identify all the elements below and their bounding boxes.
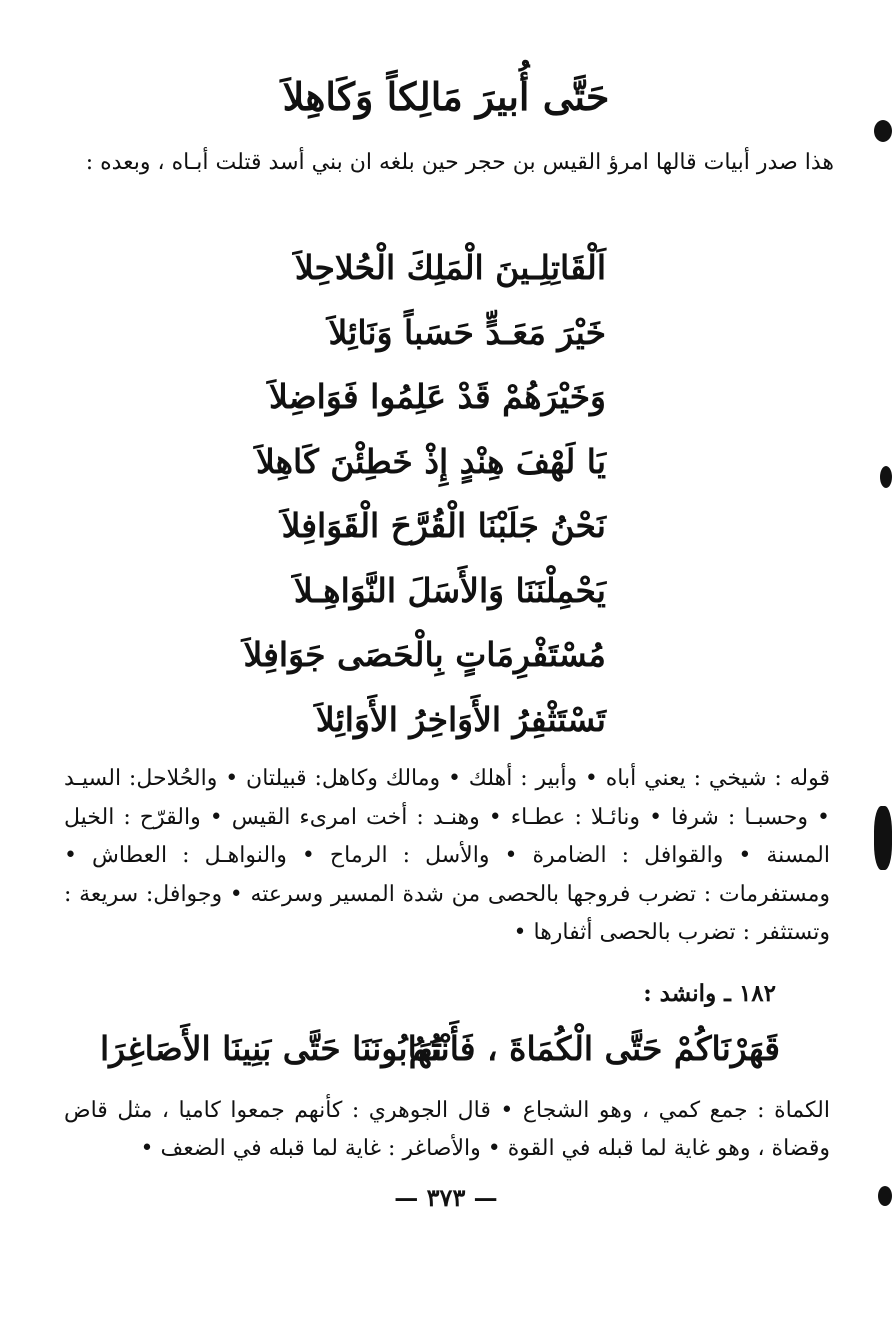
page-number: — ٣٧٣ — [394,1183,498,1212]
heading-verse: حَتَّى أُبيرَ مَالِكاً وَكَاهِلاَ [282,74,610,119]
footnote-paragraph: الكماة : جمع كمي ، وهو الشجاع • قال الجوهري : كأنهم جمعوا كاميا ، مثل قاض وقضاة ، وهو غاية لما قبله في القوة • والأصاغر : غاية لما قبله في الضعف • [64,1098,830,1161]
verse-line: خَيْرَ مَعَـدٍّ حَسَباً وَنَائِلاَ [328,312,606,352]
commentary-paragraph: قوله : شيخي : يعني أباه • وأبير : أهلك • ومالك وكاهل: قبيلتان • والحُلاحل: السيـد • وحسبـا : شرفا • ونائـلا : عطـاء • وهنـد : أخت امرىء القيس • والقرّح : الخيل المسنة • والقوافل : الضامرة • والأسل : الرماح • والنواهـل : العطاش • ومستفرمات : تضرب فروجها بالحصى من شدة المسير وسرعته • وجوافل: سريعة : وتستثفر : تضرب بالحصى أثفارها • [64,766,830,945]
verse-line: تَسْتَثْفِرُ الأَوَاخِرُ الأَوَائِلاَ [315,699,606,739]
verse-line: يَحْمِلْنَنَا وَالأَسَلَ النَّوَاهِـلاَ [293,570,606,610]
couplet [100,1016,780,1082]
verse-line: نَحْنُ جَلَبْنَا الْقُرَّحَ الْقَوَافِلاَ [281,506,606,545]
margin-ink-mark [880,466,892,488]
margin-ink-mark [874,806,892,870]
first-hemistich: قَهَرْنَاكُمْ حَتَّى الْكُمَاةَ ، فَأَنْتُمُ [408,1029,780,1068]
intro-paragraph: هذا صدر أبيات قالها امرؤ القيس بن حجر حين بلغه ان بني أسد قتلت أبـاه ، وبعده : [85,150,834,175]
second-hemistich: تَهَابُونَنَا حَتَّى بَنِينَا الأَصَاغِرَا [100,1029,443,1068]
section-heading: ١٨٢ ـ وانشد : [643,980,776,1007]
verse-line: وَخَيْرَهُمْ قَدْ عَلِمُوا فَوَاضِلاَ [268,377,606,416]
margin-ink-mark [874,120,892,142]
verse-line: مُسْتَفْرِمَاتٍ بِالْحَصَى جَوَافِلاَ [243,635,606,674]
verse-line: يَا لَهْفَ هِنْدٍ إِذْ خَطِئْنَ كَاهِلاَ [255,441,606,481]
poem-verses [243,236,606,752]
verse-line: اَلْقَاتِلِـينَ الْمَلِكَ الْحُلاحِلاَ [294,248,606,287]
